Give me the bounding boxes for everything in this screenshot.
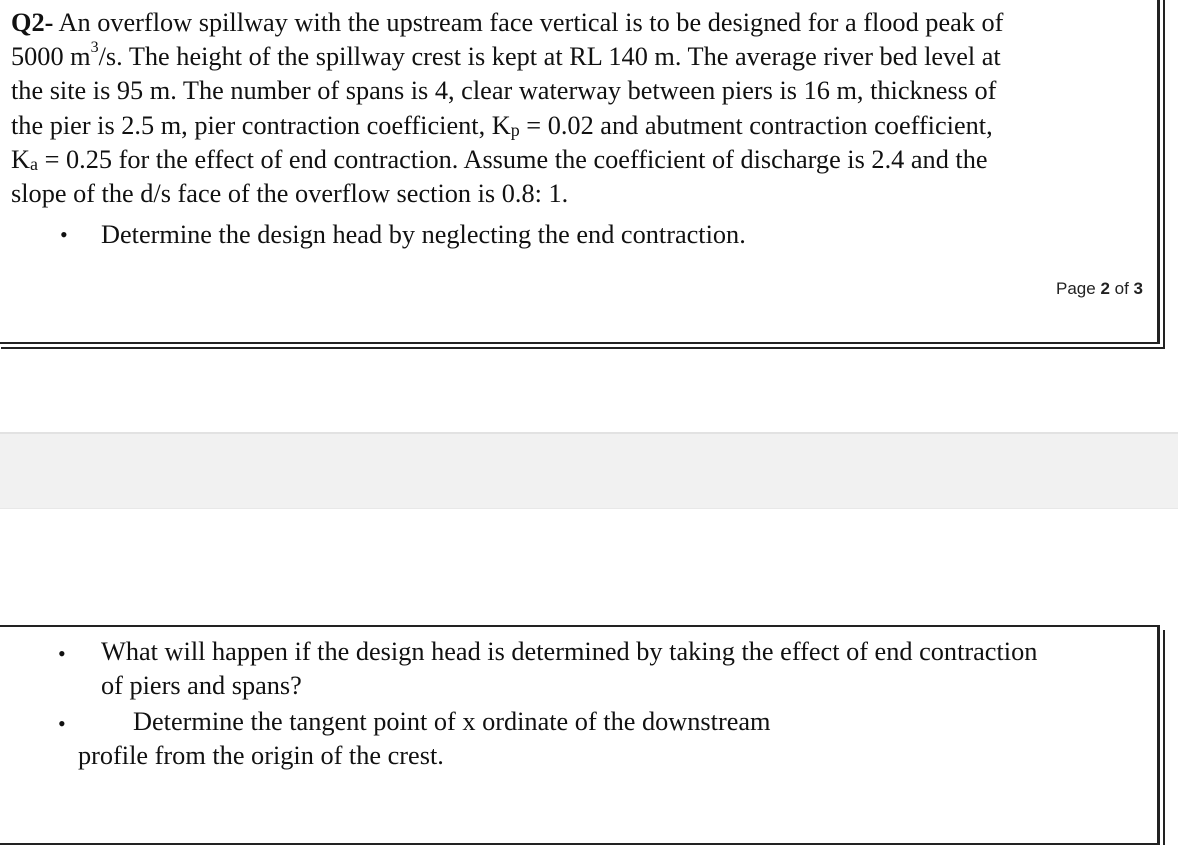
document-page-3 xyxy=(0,625,1160,845)
bullet-icon: • xyxy=(58,711,66,736)
question-line-3: the site is 95 m. The number of spans is 4, clear waterway between piers is 16 m, thickness of xyxy=(11,76,997,106)
bullet-item-end-contraction: What will happen if the design head is determined by taking the effect of end contraction of piers and spans? xyxy=(101,637,1038,700)
question-line-4: the pier is 2.5 m, pier contraction coefficient, $K_p = 0.02$ and abutment contraction coefficient, xyxy=(11,110,993,140)
question-line-2: 5000 $m^3/s$. The height of the spillway crest is kept at RL 140 m. The average river bed level at xyxy=(11,39,1001,72)
bullet-item-tangent-point-continued: profile from the origin of the crest. xyxy=(78,741,444,770)
bullet-icon: • xyxy=(60,222,68,247)
bullet-icon: • xyxy=(58,641,66,666)
question-label: Q2- xyxy=(11,8,54,37)
question-line-5: $K_a = 0.25$ for the effect of end contraction. Assume the coefficient of discharge is 2.4 and the xyxy=(11,144,988,174)
question-line-1: Q2- An overflow spillway with the upstream face vertical is to be designed for a flood peak of xyxy=(11,8,1004,37)
question-paragraph xyxy=(11,6,1149,211)
question-line-6: slope of the d/s face of the overflow section is 0.8: 1. xyxy=(11,179,569,209)
document-page-2 xyxy=(0,0,1160,344)
page-indicator: Page 2 of 3 xyxy=(1056,279,1143,298)
bullet-item-design-head: Determine the design head by neglecting the end contraction. xyxy=(101,220,746,249)
bullet-item-tangent-point: Determine the tangent point of x ordinate of the downstream xyxy=(133,707,771,736)
page-separator xyxy=(0,432,1178,509)
